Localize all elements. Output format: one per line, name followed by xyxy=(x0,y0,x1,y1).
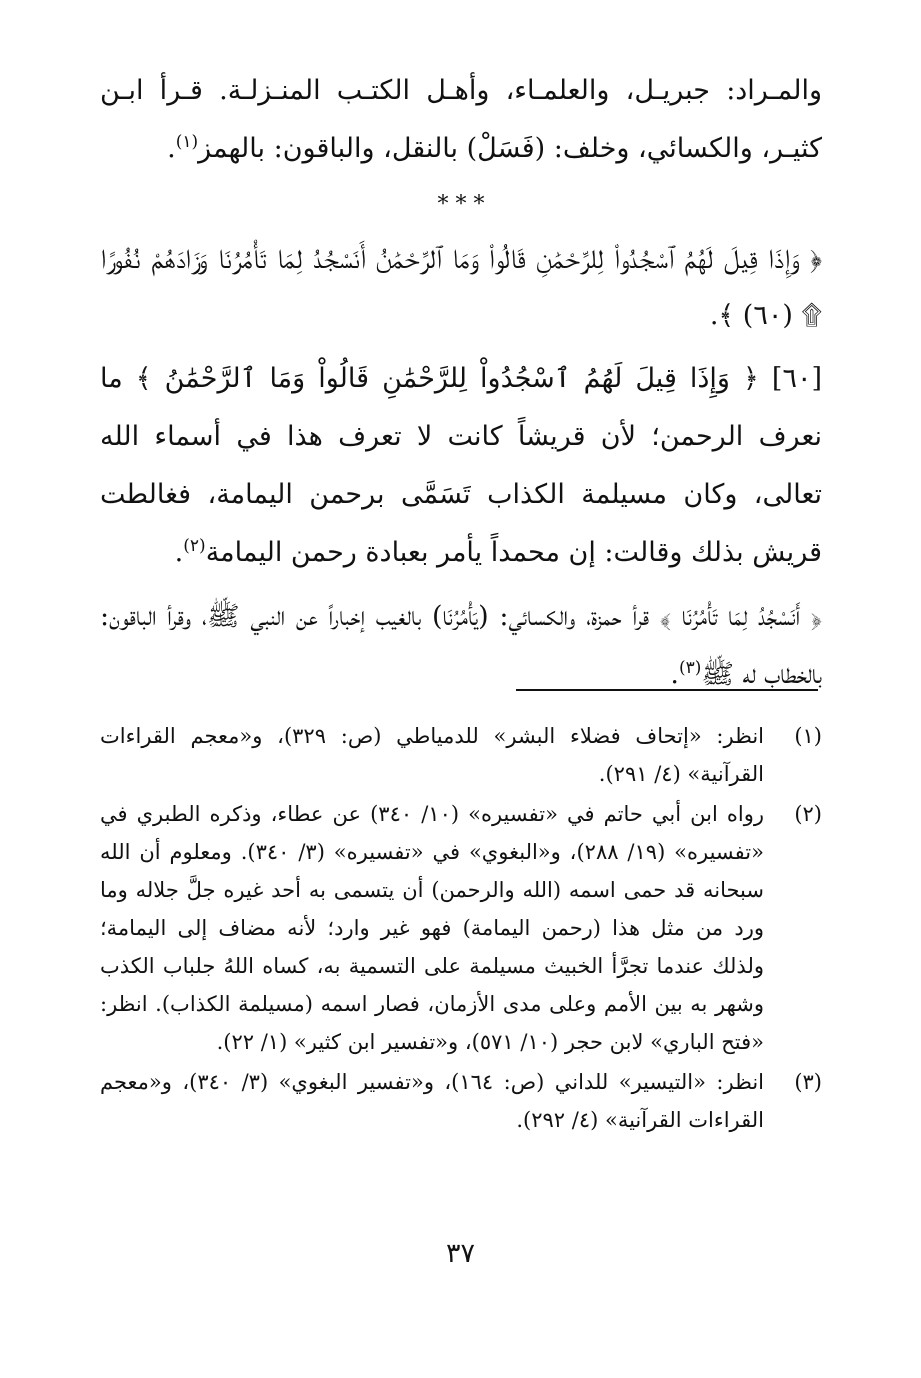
paragraph-text: والمـراد: جبريـل، والعلمـاء، وأهـل الكتـب المنـزلـة. قـرأ ابـن كثيـر، والكسائي، وخلف: (فَسَلْ) بالنقل، والباقون: بالهمز xyxy=(100,75,822,164)
quran-verse: ﴿ وَإِذَا قِيلَ لَهُمُ ٱسْجُدُواْ لِلرَّحْمَٰنِ قَالُواْ وَمَا ٱلرَّحْمَٰنُ أَنَسْجُدُ لِمَا تَأْمُرُنَا وَزَادَهُمْ نُفُورًا ۩ (٦٠) ﴾. xyxy=(100,244,822,331)
footnote-reference[interactable]: (٢) xyxy=(183,536,206,556)
footnote-text: رواه ابن أبي حاتم في «تفسيره» (١٠/ ٣٤٠) عن عطاء، وذكره الطبري في «تفسيره» (١٩/ ٢٨٨)، و«البغوي» في «تفسيره» (٣/ ٣٤٠). ومعلوم أن الله سبحانه قد حمى اسمه (الله والرحمن) أن يتسمى به أحد غيره جلَّ جلاله وما ورد من مثل هذا (رحمن اليمامة) فهو غير وارد؛ لأنه مضاف إلى اليمامة؛ ولذلك عندما تجرَّأ الخبيث مسيلمة على التسمية به، كساه اللهُ جلباب الكذب وشهر به بين الأمم وعلى مدى الأزمان، فصار اسمه (مسيلمة الكذاب). انظر: «فتح الباري» لابن حجر (١٠/ ٥٧١)، و«تفسير ابن كثير» (١/ ٢٢). xyxy=(100,802,764,1054)
footnote-item xyxy=(100,795,822,1061)
paragraph-end: . xyxy=(670,659,679,690)
paragraph-reading-note xyxy=(100,62,822,178)
footnote-text: انظر: «إتحاف فضلاء البشر» للدمياطي (ص: ٣٢٩)، و«معجم القراءات القرآنية» (٤/ ٢٩١). xyxy=(100,724,764,786)
section-separator: * * * xyxy=(437,192,485,217)
footnote-item xyxy=(100,717,822,793)
footnote-divider xyxy=(516,689,818,691)
paragraph-tafsir xyxy=(100,350,822,582)
paragraph-end: . xyxy=(174,537,184,568)
paragraph-text: ﴿ أَنَسْجُدُ لِمَا تَأْمُرُنَا ﴾ قرأ حمزة، والكسائي: (يَأْمُرُنَا) بالغيب إخباراً عن النبي ﷺ، وقرأ الباقون: بالخطاب له ﷺ xyxy=(100,601,822,690)
footnote-text: انظر: «التيسير» للداني (ص: ١٦٤)، و«تفسير البغوي» (٣/ ٣٤٠)، و«معجم القراءات القرآنية» (٤/ ٢٩٢). xyxy=(100,1070,764,1132)
footnote-item xyxy=(100,1063,822,1139)
footnote-reference[interactable]: (٣) xyxy=(679,658,702,678)
main-text xyxy=(100,62,822,704)
footnote-number: (٣) xyxy=(794,1070,822,1094)
footnote-number: (٢) xyxy=(794,802,822,826)
footnote-number: (١) xyxy=(794,724,822,748)
page-number: ٣٧ xyxy=(445,1238,475,1269)
footnotes-section xyxy=(100,717,822,1141)
paragraph-reading-variant xyxy=(100,588,822,704)
footnote-reference[interactable]: (١) xyxy=(175,132,199,152)
paragraph-end: . xyxy=(167,133,176,164)
paragraph-text: [٦٠] ﴿ وَإِذَا قِيلَ لَهُمُ ٱسْجُدُواْ لِلرَّحْمَٰنِ قَالُواْ وَمَا ٱلرَّحْمَٰنُ ﴾ ما نعرف الرحمن؛ لأن قريشاً كانت لا تعرف هذا في أسماء الله تعالى، وكان مسيلمة الكذاب تَسَمَّى برحمن اليمامة، فغالطت قريش بذلك وقالت: إن محمداً يأمر بعبادة رحمن اليمامة xyxy=(100,363,822,568)
